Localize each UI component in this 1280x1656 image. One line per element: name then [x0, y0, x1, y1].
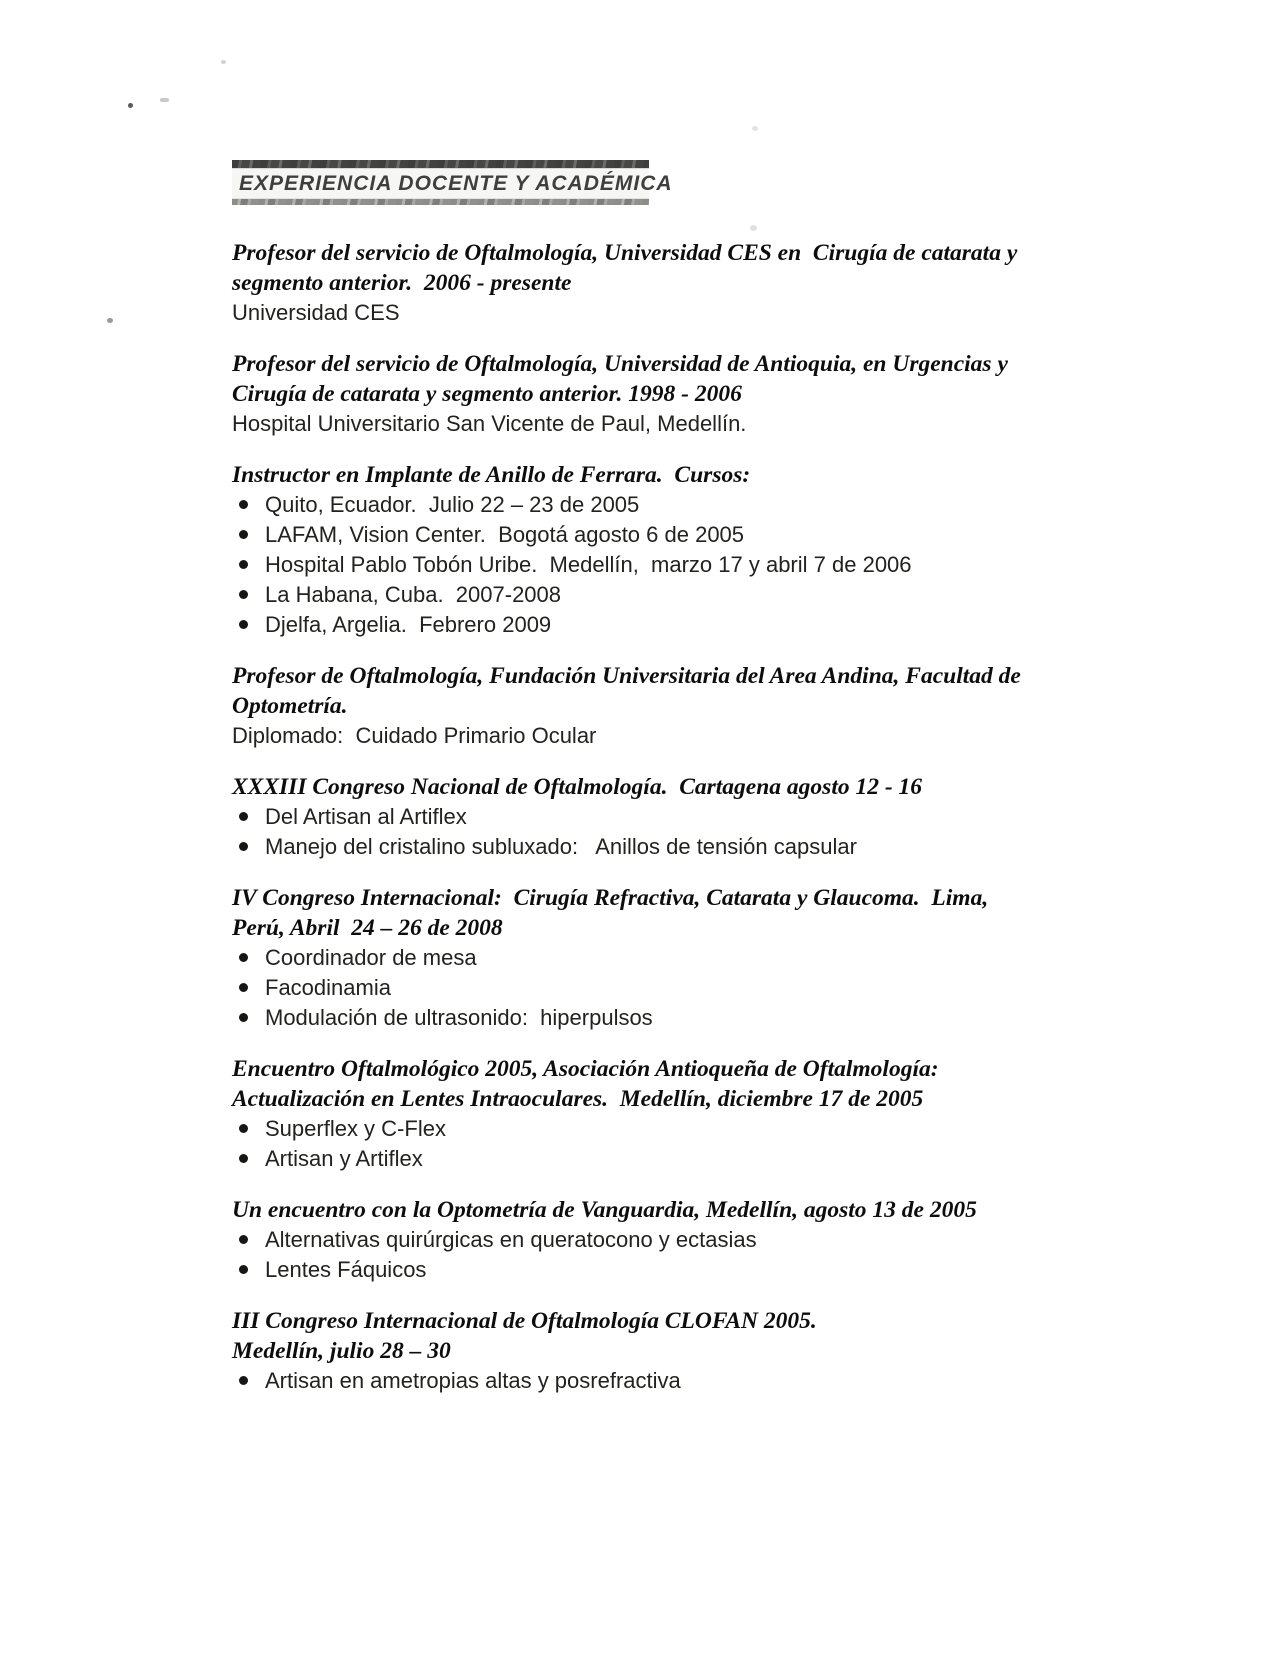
list-item-text: Del Artisan al Artiflex — [265, 804, 467, 829]
list-item — [232, 1255, 1092, 1285]
scan-speck — [752, 126, 758, 131]
experience-section — [232, 661, 1092, 751]
bullet-icon — [239, 812, 248, 821]
section-heading-line: Cirugía de catarata y segmento anterior. 1998 - 2006 — [232, 381, 742, 407]
list-item — [232, 580, 1092, 610]
section-heading-line: XXXIII Congreso Nacional de Oftalmología. Cartagena agosto 12 - 16 — [232, 774, 923, 800]
list-item-text: Hospital Pablo Tobón Uribe. Medellín, marzo 17 y abril 7 de 2006 — [265, 552, 912, 577]
experience-section — [232, 349, 1092, 439]
list-item — [232, 832, 1092, 862]
band-top-stripe — [232, 160, 649, 169]
section-heading-line: Profesor del servicio de Oftalmología, Universidad CES en Cirugía de catarata y — [232, 240, 1018, 266]
list-item-text: Artisan en ametropias altas y posrefractiva — [265, 1368, 681, 1393]
bullet-icon — [239, 842, 248, 851]
bullet-icon — [239, 1265, 248, 1274]
experience-section — [232, 460, 1092, 640]
experience-section — [232, 238, 1092, 328]
list-item-text: La Habana, Cuba. 2007-2008 — [265, 582, 562, 607]
list-item — [232, 490, 1092, 520]
list-item — [232, 1114, 1092, 1144]
experience-section — [232, 883, 1092, 1033]
band-bottom-stripe — [232, 198, 649, 205]
list-item-text: LAFAM, Vision Center. Bogotá agosto 6 de 2005 — [265, 522, 745, 547]
list-item-text: Djelfa, Argelia. Febrero 2009 — [265, 612, 552, 637]
list-item-text: Alternativas quirúrgicas en queratocono y ectasias — [265, 1227, 757, 1252]
bullet-icon — [239, 1235, 248, 1244]
list-item — [232, 1144, 1092, 1174]
bullet-icon — [239, 953, 248, 962]
document-page — [232, 160, 1092, 1417]
experience-section — [232, 1306, 1092, 1396]
section-heading-line: III Congreso Internacional de Oftalmología CLOFAN 2005. — [232, 1308, 817, 1334]
bullet-icon — [239, 530, 248, 539]
list-item-text: Coordinador de mesa — [265, 945, 477, 970]
list-item-text: Manejo del cristalino subluxado: Anillos de tensión capsular — [265, 834, 857, 859]
section-heading-line: IV Congreso Internacional: Cirugía Refractiva, Catarata y Glaucoma. Lima, — [232, 885, 989, 911]
section-heading-line: Optometría. — [232, 693, 348, 719]
bullet-icon — [239, 590, 248, 599]
list-item-text: Quito, Ecuador. Julio 22 – 23 de 2005 — [265, 492, 640, 517]
section-heading-line: Encuentro Oftalmológico 2005, Asociación Antioqueña de Oftalmología: — [232, 1056, 939, 1082]
section-heading-line: segmento anterior. 2006 - presente — [232, 270, 572, 296]
scan-speck — [160, 98, 169, 102]
list-item — [232, 1225, 1092, 1255]
bullet-icon — [239, 1013, 248, 1022]
section-heading-line: Medellín, julio 28 – 30 — [232, 1338, 451, 1364]
list-item-text: Superflex y C-Flex — [265, 1116, 446, 1141]
section-body-line: Universidad CES — [232, 300, 400, 325]
experience-section — [232, 1054, 1092, 1174]
list-item-text: Modulación de ultrasonido: hiperpulsos — [265, 1005, 653, 1030]
page-title: EXPERIENCIA DOCENTE Y ACADÉMICA — [239, 172, 673, 195]
section-heading-line: Profesor de Oftalmología, Fundación Universitaria del Area Andina, Facultad de — [232, 663, 1021, 689]
list-item — [232, 973, 1092, 1003]
bullet-icon — [239, 1154, 248, 1163]
scan-speck — [107, 318, 113, 323]
section-heading-line: Instructor en Implante de Anillo de Ferrara. Cursos: — [232, 462, 751, 488]
bullet-icon — [239, 500, 248, 509]
bullet-icon — [239, 620, 248, 629]
experience-section — [232, 772, 1092, 862]
section-body-line: Diplomado: Cuidado Primario Ocular — [232, 723, 597, 748]
list-item — [232, 802, 1092, 832]
bullet-icon — [239, 1124, 248, 1133]
list-item — [232, 550, 1092, 580]
section-heading-line: Profesor del servicio de Oftalmología, Universidad de Antioquia, en Urgencias y — [232, 351, 1008, 377]
section-header-band — [232, 160, 673, 205]
experience-section — [232, 1195, 1092, 1285]
scan-speck — [128, 103, 133, 108]
list-item — [232, 1366, 1092, 1396]
list-item-text: Artisan y Artiflex — [265, 1146, 423, 1171]
list-item — [232, 610, 1092, 640]
section-heading-line: Perú, Abril 24 – 26 de 2008 — [232, 915, 503, 941]
bullet-icon — [239, 1376, 248, 1385]
bullet-icon — [239, 560, 248, 569]
list-item — [232, 1003, 1092, 1033]
bullet-icon — [239, 983, 248, 992]
list-item — [232, 943, 1092, 973]
list-item — [232, 520, 1092, 550]
section-body-line: Hospital Universitario San Vicente de Paul, Medellín. — [232, 411, 747, 436]
list-item-text: Facodinamia — [265, 975, 391, 1000]
scan-speck — [221, 60, 226, 64]
section-heading-line: Actualización en Lentes Intraoculares. Medellín, diciembre 17 de 2005 — [232, 1086, 924, 1112]
section-heading-line: Un encuentro con la Optometría de Vanguardia, Medellín, agosto 13 de 2005 — [232, 1197, 977, 1223]
list-item-text: Lentes Fáquicos — [265, 1257, 427, 1282]
